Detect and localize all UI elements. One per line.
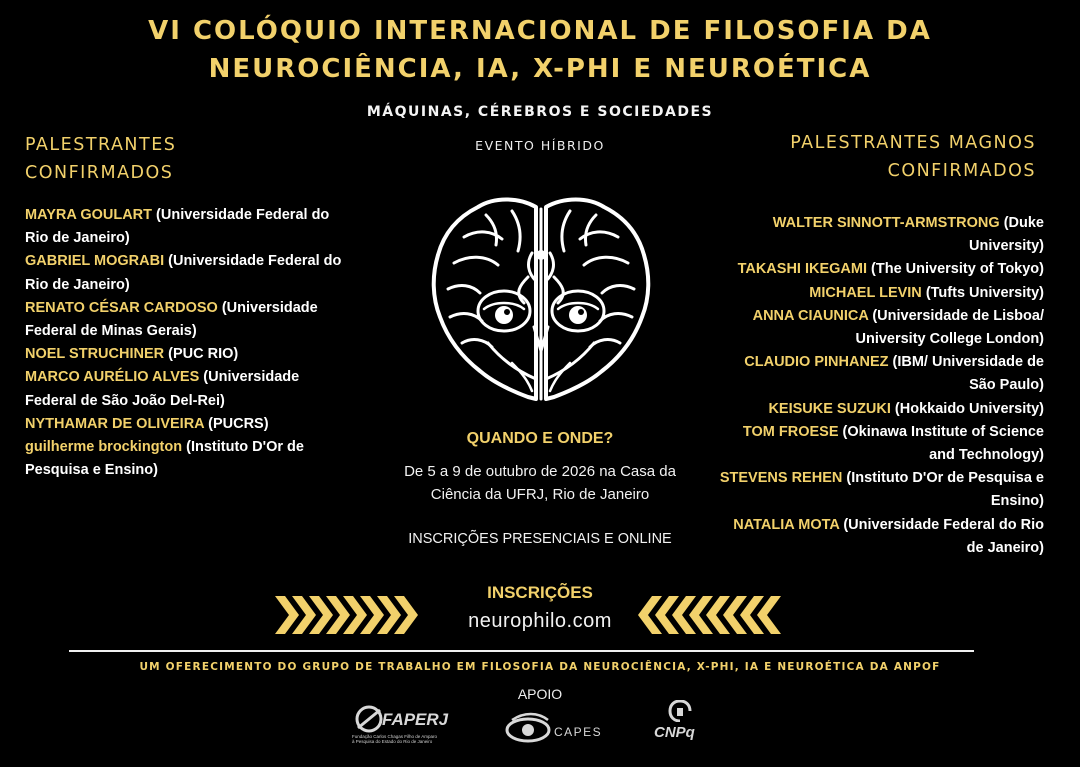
left-heading <box>25 131 176 187</box>
when-where-heading: QUANDO E ONDE? <box>466 430 614 447</box>
speaker-name: TAKASHI IKEGAMI <box>737 261 868 278</box>
offer-statement: UM OFERECIMENTO DO GRUPO DE TRABALHO EM FILOSOFIA DA NEUROCIÊNCIA, X-PHI, IA E NEUROÉTICA DA ANPOF <box>139 661 941 673</box>
speaker-affiliation: (PUC RIO) <box>164 346 239 363</box>
speaker-name: ANNA CIAUNICA <box>752 307 869 324</box>
left-heading-line-1: PALESTRANTES <box>25 135 177 155</box>
speaker-affiliation: (Universidade Federal de São João Del-Rei) <box>25 369 300 409</box>
website-link[interactable]: neurophilo.com <box>468 610 612 632</box>
faperj-mark-icon <box>352 704 386 734</box>
speaker-item <box>25 413 345 436</box>
speaker-name: MAYRA GOULART <box>25 207 153 223</box>
when-where-details <box>330 460 750 506</box>
registration-heading: INSCRIÇÕES <box>487 583 593 602</box>
keynote-item <box>714 467 1044 513</box>
speaker-name: guilherme brockington <box>25 439 183 456</box>
event-format: EVENTO HÍBRIDO <box>475 138 605 153</box>
right-heading-line-2: CONFIRMADOS <box>887 161 1036 181</box>
speaker-name: WALTER SINNOTT-ARMSTRONG <box>772 215 1000 231</box>
when-where-line-1: De 5 a 9 de outubro de 2026 na Casa da <box>404 463 676 480</box>
speaker-affiliation: (Hokkaido University) <box>890 400 1044 417</box>
speaker-name: NOEL STRUCHINER <box>25 346 165 363</box>
speaker-name: MARCO AURÉLIO ALVES <box>25 369 200 386</box>
speaker-affiliation: (IBM/ Universidade de São Paulo) <box>888 354 1044 394</box>
keynote-item <box>714 305 1044 351</box>
keynote-item <box>714 212 1044 258</box>
faperj-logo <box>352 704 462 746</box>
speaker-item <box>25 366 345 412</box>
when-where-line-2: Ciência da UFRJ, Rio de Janeiro <box>430 486 650 503</box>
speaker-affiliation: (Instituto D'Or de Pesquisa e Ensino) <box>842 470 1044 510</box>
event-title-line-2: NEUROCIÊNCIA, IA, X-PHI E NEUROÉTICA <box>208 54 872 84</box>
speaker-affiliation: (Instituto D'Or de Pesquisa e Ensino) <box>25 439 304 479</box>
support-label: APOIO <box>517 686 563 702</box>
speaker-affiliation: (Tufts University) <box>921 284 1044 301</box>
speaker-affiliation: (Okinawa Institute of Science and Technology) <box>838 423 1044 464</box>
speaker-name: MICHAEL LEVIN <box>809 284 922 301</box>
capes-logo <box>504 710 604 746</box>
faperj-tagline-line-2: à Pesquisa do Estado do Rio de Janeiro <box>352 739 433 744</box>
speaker-name: CLAUDIO PINHANEZ <box>744 354 889 371</box>
faperj-wordmark: FAPERJ <box>382 710 449 729</box>
keynote-item <box>714 282 1044 305</box>
speaker-affiliation: (Universidade de Lisboa/ University College London) <box>855 307 1044 348</box>
speaker-affiliation: (Universidade Federal do Rio de Janeiro) <box>25 207 330 247</box>
speaker-item <box>25 204 345 250</box>
speaker-name: NYTHAMAR DE OLIVEIRA <box>25 415 205 432</box>
right-heading <box>790 129 1036 185</box>
speaker-name: KEISUKE SUZUKI <box>768 400 891 417</box>
cnpq-mark-icon <box>668 700 692 722</box>
capes-mark-icon <box>504 710 554 746</box>
cnpq-logo <box>654 700 714 746</box>
chevrons-left-icon <box>638 594 794 636</box>
speaker-item <box>25 250 345 296</box>
speaker-affiliation: (PUCRS) <box>204 415 269 432</box>
keynote-item <box>714 258 1044 281</box>
keynote-item <box>714 514 1044 560</box>
speaker-affiliation: (Duke University) <box>969 215 1044 255</box>
speaker-name: TOM FROESE <box>742 423 839 440</box>
faperj-tagline-line-1: Fundação Carlos Chagas Filho de Amparo <box>352 734 438 739</box>
speaker-affiliation: (Universidade Federal do Rio de Janeiro) <box>25 253 342 293</box>
keynote-item <box>714 351 1044 397</box>
keynote-speakers-list <box>714 212 1044 560</box>
event-subtitle: MÁQUINAS, CÉREBROS E SOCIEDADES <box>366 104 714 120</box>
speaker-affiliation: (Universidade Federal do Rio de Janeiro) <box>839 516 1044 556</box>
keynote-item <box>714 398 1044 421</box>
keynote-item <box>714 421 1044 467</box>
left-heading-line-2: CONFIRMADOS <box>25 163 174 183</box>
speaker-item <box>25 343 345 366</box>
footer-divider <box>69 650 974 652</box>
faperj-tagline <box>352 734 437 744</box>
right-heading-line-1: PALESTRANTES MAGNOS <box>790 133 1036 153</box>
speaker-name: STEVENS REHEN <box>719 470 843 487</box>
speaker-name: RENATO CÉSAR CARDOSO <box>25 299 218 316</box>
speaker-item <box>25 436 345 482</box>
speaker-affiliation: (The University of Tokyo) <box>867 261 1044 278</box>
cnpq-wordmark: CNPq <box>654 724 695 741</box>
event-title-line-1: VI COLÓQUIO INTERNACIONAL DE FILOSOFIA DA <box>148 16 932 46</box>
brain-owl-illustration <box>428 193 654 409</box>
speaker-item <box>25 297 345 343</box>
speaker-name: GABRIEL MOGRABI <box>25 253 165 270</box>
chevrons-right-icon <box>275 594 431 636</box>
registration-mode: INSCRIÇÕES PRESENCIAIS E ONLINE <box>408 531 672 547</box>
confirmed-speakers-list <box>25 204 345 482</box>
speaker-name: NATALIA MOTA <box>733 516 840 533</box>
speaker-affiliation: (Universidade Federal de Minas Gerais) <box>25 299 318 340</box>
capes-wordmark: CAPES <box>554 725 603 739</box>
